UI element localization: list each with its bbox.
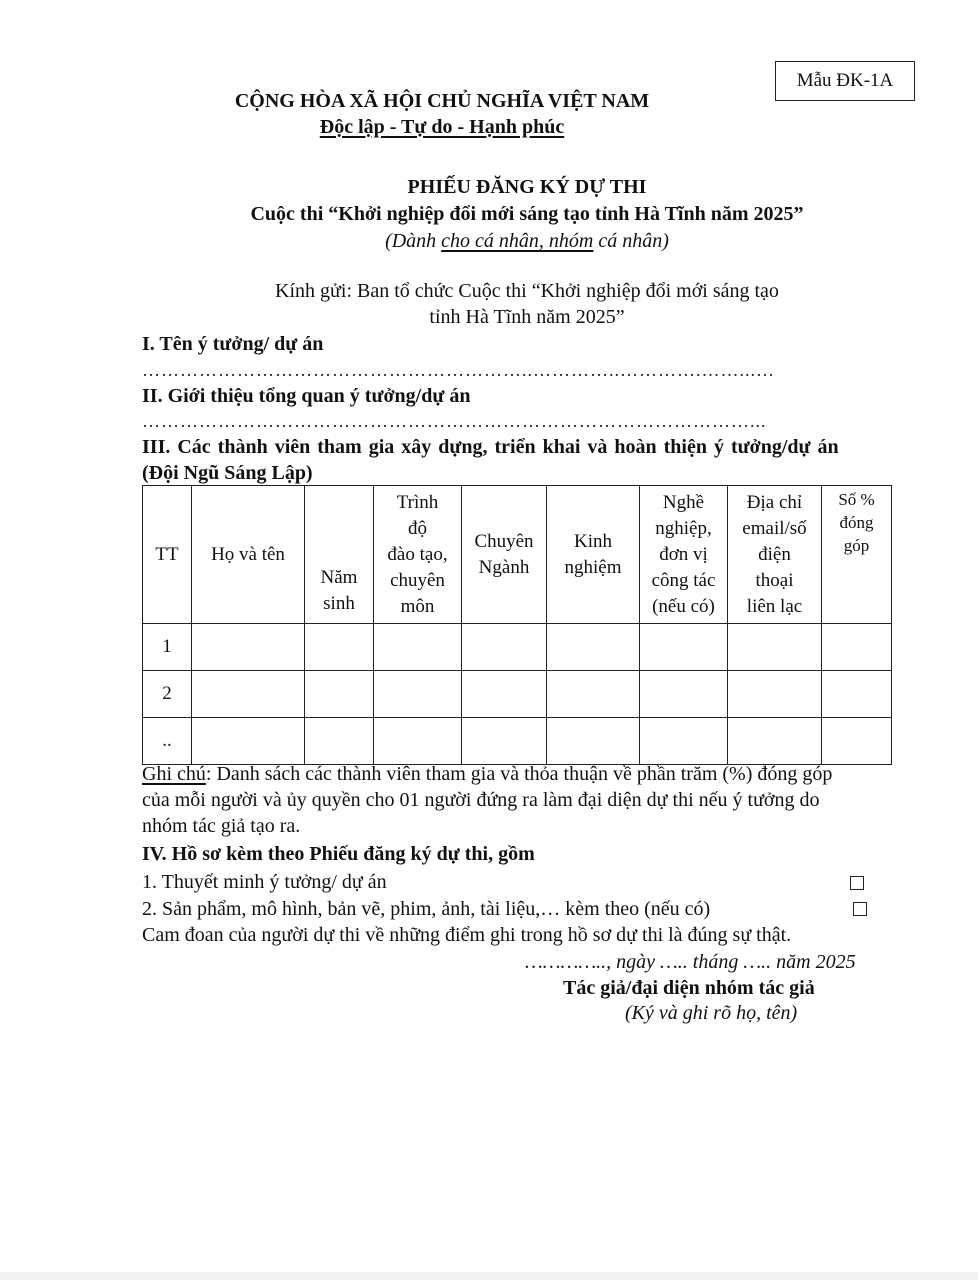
attachment-item-2: 2. Sản phẩm, mô hình, bản vẽ, phim, ảnh, tài liệu,… kèm theo (nếu có) <box>142 898 711 920</box>
header-text-line: email/số <box>742 517 807 539</box>
table-cell[interactable] <box>192 624 305 671</box>
table-cell[interactable] <box>305 671 374 718</box>
table-cell[interactable] <box>822 624 892 671</box>
page-bottom-edge <box>0 1272 978 1280</box>
section-4-heading: IV. Hồ sơ kèm theo Phiếu đăng ký dự thi, gồm <box>142 843 535 865</box>
col-full-name <box>192 486 305 624</box>
table-cell[interactable] <box>547 718 640 765</box>
table-cell[interactable] <box>374 671 462 718</box>
header-text-line: TT <box>155 543 179 565</box>
header-text-line: góp <box>843 536 870 555</box>
header-text-line: Ngành <box>478 556 530 578</box>
row-number: 1 <box>143 624 192 671</box>
project-name-field[interactable]: ……………………………………………………..…………..………….……...… <box>142 360 775 380</box>
header-text-line: chuyên <box>390 569 445 591</box>
header-text-line: Địa chỉ <box>746 491 803 513</box>
table-cell[interactable] <box>305 718 374 765</box>
table-cell[interactable] <box>462 718 547 765</box>
signature-instruction: (Ký và ghi rõ họ, tên) <box>625 1002 798 1024</box>
header-text-line: Họ và tên <box>211 543 285 565</box>
attachment-2-checkbox[interactable] <box>853 902 867 916</box>
col-occupation <box>640 486 728 624</box>
section-3-heading: III. Các thành viên tham gia xây dựng, triển khai và hoàn thiện ý tưởng/dự án <box>142 436 839 458</box>
col-experience <box>547 486 640 624</box>
header-text-line: Số % <box>838 490 875 509</box>
col-tt <box>143 486 192 624</box>
col-contribution-percent <box>822 486 892 624</box>
table-cell[interactable] <box>305 624 374 671</box>
table-cell[interactable] <box>822 671 892 718</box>
founders-table <box>142 485 892 765</box>
header-text-line: Nghề <box>662 491 705 513</box>
header-text-line: sinh <box>323 593 355 614</box>
header-text-line: Kinh <box>574 530 612 552</box>
col-education-level <box>374 486 462 624</box>
table-row <box>143 671 892 718</box>
addressee-line-1: Kính gửi: Ban tổ chức Cuộc thi “Khởi nghiệp đổi mới sáng tạo <box>275 280 779 302</box>
section-3-subheading: (Đội Ngũ Sáng Lập) <box>142 462 313 484</box>
signer-title: Tác giả/đại diện nhóm tác giả <box>563 977 815 999</box>
table-cell[interactable] <box>374 624 462 671</box>
header-text-line: nghiệp, <box>655 517 712 539</box>
project-overview-field[interactable]: ……………………………………………………………………………………... <box>142 411 767 431</box>
nation-title: CỘNG HÒA XÃ HỘI CHỦ NGHĨA VIỆT NAM <box>234 90 650 112</box>
table-cell[interactable] <box>462 624 547 671</box>
table-row <box>143 718 892 765</box>
note-line-3: nhóm tác giả tạo ra. <box>142 815 301 837</box>
header-text-line: thoại <box>755 569 794 591</box>
col-birth-year <box>305 486 374 624</box>
table-cell[interactable] <box>192 718 305 765</box>
header-text-line: công tác <box>651 569 716 591</box>
attachment-item-1: 1. Thuyết minh ý tưởng/ dự án <box>142 871 387 893</box>
row-number: 2 <box>143 671 192 718</box>
table-row <box>143 624 892 671</box>
table-header-row <box>143 486 892 624</box>
row-number: .. <box>143 718 192 765</box>
table-cell[interactable] <box>547 671 640 718</box>
header-text-line: đơn vị <box>659 543 708 565</box>
attachment-1-checkbox[interactable] <box>850 876 864 890</box>
header-text-line: nghiệm <box>564 556 622 578</box>
contest-title: Cuộc thi “Khởi nghiệp đổi mới sáng tạo tỉnh Hà Tĩnh năm 2025” <box>250 203 804 225</box>
form-title: PHIẾU ĐĂNG KÝ DỰ THI <box>407 176 647 198</box>
form-code: Mẫu ĐK-1A <box>796 70 894 91</box>
header-text-line: Năm <box>320 567 358 588</box>
table-cell[interactable] <box>547 624 640 671</box>
section-1-heading: I. Tên ý tưởng/ dự án <box>142 333 324 355</box>
table-cell[interactable] <box>728 718 822 765</box>
header-text-line: độ <box>408 517 427 539</box>
addressee-line-2: tỉnh Hà Tĩnh năm 2025” <box>429 306 625 328</box>
date-line: ………….., ngày ….. tháng ….. năm 2025 <box>525 951 856 973</box>
note-line-1: Ghi chú: Danh sách các thành viên tham gia và thỏa thuận về phần trăm (%) đóng góp <box>142 763 833 785</box>
table-cell[interactable] <box>640 718 728 765</box>
header-text-line: đào tạo, <box>387 543 448 565</box>
header-text-line: đóng <box>839 513 874 532</box>
col-contact <box>728 486 822 624</box>
table-cell[interactable] <box>374 718 462 765</box>
section-2-heading: II. Giới thiệu tổng quan ý tưởng/dự án <box>142 385 471 407</box>
table-cell[interactable] <box>640 671 728 718</box>
table-cell[interactable] <box>192 671 305 718</box>
header-text-line: môn <box>400 595 435 617</box>
note-label: Ghi chú <box>142 763 206 785</box>
note-line-2: của mỗi người và ủy quyền cho 01 người đứng ra làm đại diện dự thi nếu ý tưởng do <box>142 789 820 811</box>
motto: Độc lập - Tự do - Hạnh phúc <box>319 116 565 138</box>
pledge-text: Cam đoan của người dự thi về những điểm ghi trong hồ sơ dự thi là đúng sự thật. <box>142 924 792 946</box>
header-text-line: liên lạc <box>746 595 803 617</box>
table-cell[interactable] <box>728 624 822 671</box>
table-cell[interactable] <box>640 624 728 671</box>
table-cell[interactable] <box>822 718 892 765</box>
header-text-line: điện <box>758 543 791 565</box>
header-text-line: Trình <box>396 491 439 513</box>
form-scope: (Dành cho cá nhân, nhóm cá nhân) <box>385 230 669 252</box>
header-text-line: (nếu có) <box>652 595 715 617</box>
header-text-line: Chuyên <box>474 530 534 552</box>
table-cell[interactable] <box>462 671 547 718</box>
col-major <box>462 486 547 624</box>
table-cell[interactable] <box>728 671 822 718</box>
